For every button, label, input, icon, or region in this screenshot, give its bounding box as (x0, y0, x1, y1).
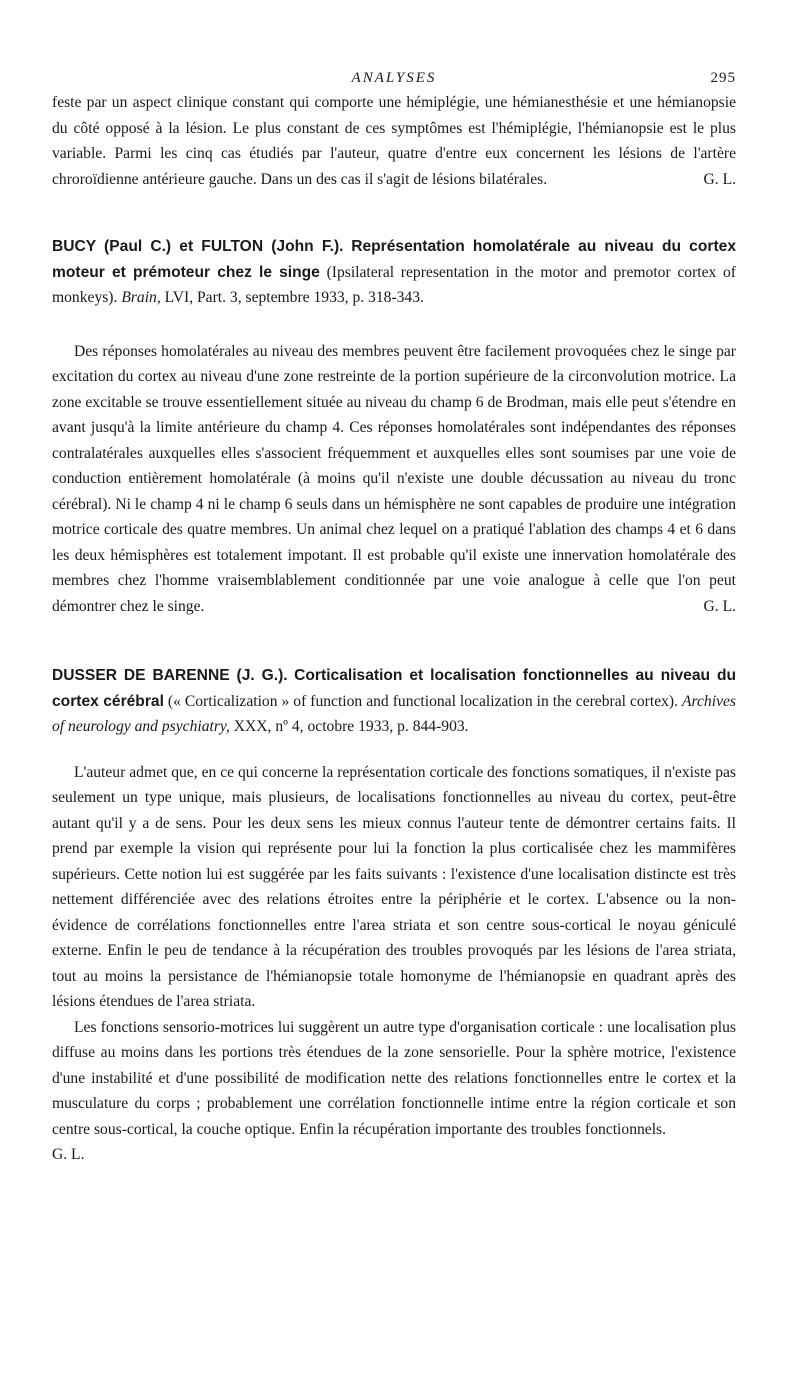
review2-paragraph-1: L'auteur admet que, en ce qui concerne la représentation corticale des fonctions somatiques, il n'existe pas seulement un type unique, mais plusieurs, de localisations fonctionnelles au niveau du cortex, peut-être autant qu'il y a de sens. Pour les deux sens les mieux connus l'auteur tente de démontrer certains faits. Il prend par exemple la vision qui représente pour lui la fonction la plus corticalisée chez les mammifères supérieurs. Cette notion lui est suggérée par les faits suivants : l'existence d'une localisation distincte est très nettement différenciée avec des relations étroites entre la périphérie et le cortex. L'absence ou la non-évidence de corrélations fonctionnelles entre l'area striata et son centre sous-cortical le noyau géniculé externe. Enfin le peu de tendance à la récupération des troubles provoqués par les lésions de l'area striata, tout au moins la persistance de l'hémianopsie totale homonyme de l'hémianopsie en quadrant après des lésions étendues de l'area striata. (52, 763, 736, 1010)
review1-body-text: Des réponses homolatérales au niveau des membres peuvent être facilement provoquées chez le singe par excitation du cortex au niveau d'une zone restreinte de la portion supérieure de la circonvolution motrice. La zone excitable se trouve essentiellement située au niveau du champ 6 de Brodman, mais elle peut s'étendre en avant jusqu'à la limite antérieure du champ 4. Ces réponses homolatérales sont indépendantes des réponses contralatérales auxquelles elles s'associent fréquemment et auxquelles elles sont soumises par une voie de conduction entièrement homolatérale (à moins qu'il n'existe une double décussation au niveau du tronc cérébral). Ni le champ 4 ni le champ 6 seuls dans un hémisphère ne sont capables de produire une intégration motrice corticale des quatre membres. Un animal chez lequel on a pratiqué l'ablation des champs 4 et 6 dans les deux hémisphères est totalement impotant. Il est probable qu'il existe une innervation homolatérale des membres chez l'homme vraisemblablement conditionnée par une voie analogue à celle que l'on peut démontrer chez le singe. (52, 342, 736, 615)
review1-authors: BUCY (Paul C.) et FULTON (John F.). (52, 238, 344, 255)
review1-citation: LVI, Part. 3, septembre 1933, p. 318-343. (164, 289, 424, 306)
review2-signature: G. L. (52, 1146, 85, 1163)
review1-heading (52, 234, 736, 311)
review2-heading (52, 663, 736, 740)
carryover-text: feste par un aspect clinique constant qui comporte une hémiplégie, une hémianesthésie et une hémianopsie du côté opposé à la lésion. Le plus constant de ces symptômes est l'hémiplégie, l'hémianopsie est le plus variable. Parmi les cinq cas étudiés par l'auteur, quatre d'entre eux concernent les lésions de l'artère chroroïdienne antérieure gauche. Dans un des cas il s'agit de lésions bilatérales. (52, 94, 736, 188)
review2-translation: (« Corticalization » of function and functional localization in the cerebral cortex). (167, 692, 679, 710)
review2-paragraph-2: Les fonctions sensorio-motrices lui suggèrent un autre type d'organisation corticale : une localisation plus diffuse au moins dans les portions très étendues de la zone sensorielle. Pour la sphère motrice, l'existence d'une instabilité et d'une possibilité de modification nette des relations fonctionnelles entre le cortex et la musculature du corps ; probablement une corrélation fonctionnelle intime entre la région corticale et son centre sous-cortical, la couche optique. Enfin la récupération importante des troubles fonctionnels. (52, 1018, 736, 1138)
review1-title: Représentation homolatérale au niveau du cortex moteur et prémoteur chez le singe (52, 238, 736, 281)
review2-journal: Archives of neurology and psychiatry, (52, 692, 736, 735)
running-title: ANALYSES (351, 70, 437, 86)
review2-citation: XXX, nº 4, octobre 1933, p. 844-903. (233, 718, 469, 735)
review1-journal: Brain, (121, 289, 161, 306)
carryover-signature: G. L. (703, 170, 736, 188)
review1-signature: G. L. (703, 597, 736, 615)
review2-authors: DUSSER DE BARENNE (J. G.). (52, 667, 288, 684)
review1-translation: (Ipsilateral representation in the motor and premotor cortex of monkeys). (52, 263, 736, 306)
review2-title: Corticalisation et localisation fonctionnelles au niveau du cortex cérébral (52, 667, 736, 710)
carryover-paragraph (52, 90, 736, 192)
review1-body (52, 339, 736, 620)
page-number: 295 (710, 70, 736, 86)
running-head (52, 64, 736, 90)
